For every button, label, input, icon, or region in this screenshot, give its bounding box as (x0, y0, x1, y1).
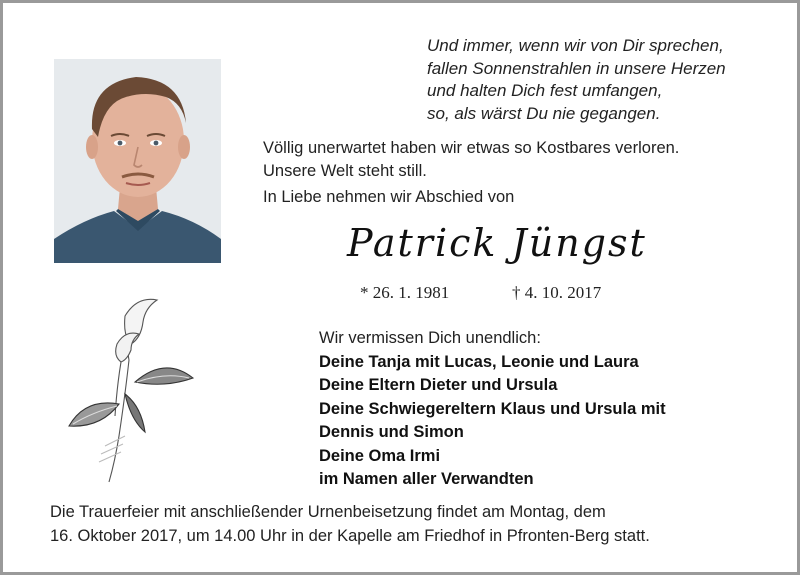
family-line: Deine Oma Irmi (319, 446, 441, 465)
deceased-name: Patrick Jüngst (347, 221, 647, 265)
family-list (319, 327, 666, 492)
poem-line: fallen Sonnenstrahlen in unsere Herzen (427, 58, 726, 78)
calla-lily-drawing (65, 286, 200, 486)
intro-text (263, 137, 679, 209)
family-line: Dennis und Simon (319, 423, 464, 441)
funeral-info-line: Die Trauerfeier mit anschließender Urnenbeisetzung findet am Montag, dem (50, 503, 606, 521)
family-line: im Namen aller Verwandten (319, 470, 534, 488)
family-line: Deine Tanja mit Lucas, Leonie und Laura (319, 352, 639, 371)
intro-line: Unsere Welt steht still. (263, 162, 427, 180)
poem-line: so, als wärst Du nie gegangen. (427, 103, 661, 123)
portrait-photo (54, 59, 221, 263)
poem-line: Und immer, wenn wir von Dir sprechen, (427, 36, 724, 55)
poem-line: und halten Dich fest umfangen, (427, 81, 663, 100)
intro-line: Völlig unerwartet haben wir etwas so Kostbares verloren. (263, 139, 680, 157)
death-date: † 4. 10. 2017 (512, 283, 602, 302)
poem (427, 35, 726, 125)
funeral-info-line: 16. Oktober 2017, um 14.00 Uhr in der Kapelle am Friedhof in Pfronten-Berg statt. (50, 527, 650, 545)
family-lead: Wir vermissen Dich unendlich: (319, 329, 541, 347)
funeral-info (50, 500, 765, 548)
intro-line: In Liebe nehmen wir Abschied von (263, 188, 515, 206)
family-line: Deine Schwiegereltern Klaus und Ursula mit (319, 399, 666, 418)
family-line: Deine Eltern Dieter und Ursula (319, 376, 558, 394)
birth-date: * 26. 1. 1981 (360, 283, 450, 302)
